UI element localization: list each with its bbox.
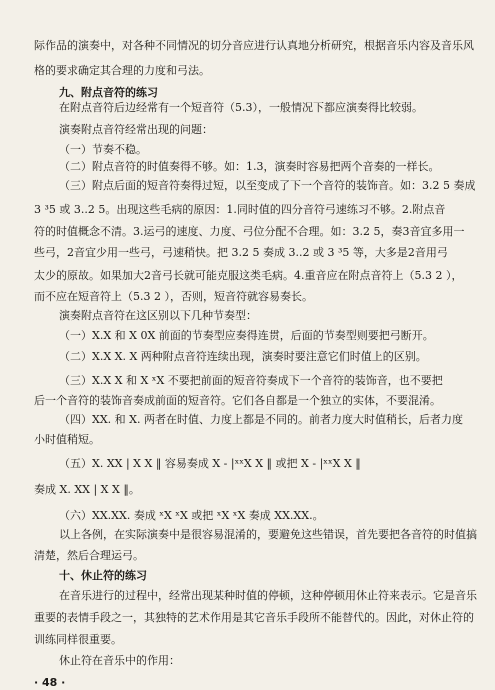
text-line: 训练同样很重要。 [34, 633, 122, 646]
text-line: 演奏附点音符在这区别以下几种节奏型： [59, 309, 257, 322]
text-line: （六）XX.XX. 奏成 ˣX ˣX 或把 ˣX ˣX 奏成 XX.XX.。 [59, 509, 324, 522]
text-line: （五）X. XX | X X ‖ 容易奏成 X - |ˣˣX X ‖ 或把 X - |ˣˣX X ‖ [59, 457, 361, 470]
text-line: 3 ³5 或 3..2 5。出现这些毛病的原因：1.同时值的四分音符弓速练习不够。2.附点音 [34, 203, 446, 216]
text-line: 以上各例，在实际演奏中是很容易混淆的，要避免这些错误，首先要把各音符的时值搞 [59, 528, 477, 541]
text-line: 符的时值概念不清。3.运弓的速度、力度、弓位分配不合理。如：3.2 5，奏3音宜多用一 [34, 225, 465, 238]
text-line: 格的要求确定其合理的力度和弓法。 [34, 64, 210, 77]
text-line: 后一个音符的装饰音奏成前面的短音符。它们各自都是一个独立的实体，不要混淆。 [34, 394, 441, 407]
page-number: · 48 · [34, 676, 66, 689]
section-heading: 十、休止符的练习 [59, 569, 147, 582]
text-line: 些弓，2音宜少用一些弓，弓速稍快。把 3.2 5 奏成 3..2 或 3 ³5 等，大多是2音用弓 [34, 246, 448, 259]
text-line: （一）X.X 和 X 0X 前面的节奏型应奏得连贯，后面的节奏型则要把弓断开。 [59, 329, 434, 342]
text-line: （三）X.X X 和 X ˣX 不要把前面的短音符奏成下一个音符的装饰音，也不要把 [59, 374, 443, 387]
text-line: （二）附点音符的时值奏得不够。如：1.3，演奏时容易把两个音奏的一样长。 [59, 160, 440, 173]
text-line: （二）X.X X. X 两种附点音符连续出现，演奏时要注意它们时值上的区别。 [59, 350, 427, 363]
text-line: 休止符在音乐中的作用： [59, 654, 180, 667]
text-line: （四）XX. 和 X. 两者在时值、力度上都是不同的。前者力度大时值稍长，后者力度 [59, 413, 463, 426]
text-line: 重要的表情手段之一，其独特的艺术作用是其它音乐手段所不能替代的。因此，对休止符的 [34, 611, 474, 624]
text-line: 演奏附点音符经常出现的问题： [59, 123, 213, 136]
text-line: 奏成 X. XX | X X ‖。 [34, 483, 140, 496]
text-line: （三）附点后面的短音符奏得过短，以至变成了下一个音符的装饰音。如：3.2 5 奏成 [59, 179, 476, 192]
text-line: 在附点音符后边经常有一个短音符（5.3），一般情况下都应演奏得比较弱。 [59, 101, 423, 114]
text-line: 小时值稍短。 [34, 433, 100, 446]
text-line: 在音乐进行的过程中，经常出现某种时值的停顿，这种停顿用休止符来表示。它是音乐 [59, 589, 477, 602]
text-line: 而不应在短音符上（5.3 2 ），否则，短音符就容易奏长。 [34, 290, 313, 303]
text-line: （一）节奏不稳。 [59, 143, 147, 156]
text-line: 清楚，然后合理运弓。 [34, 549, 144, 562]
section-heading: 九、附点音符的练习 [59, 86, 158, 99]
text-line: 太少的原故。如果加大2音弓长就可能克服这类毛病。4.重音应在附点音符上（5.3 2 ）， [34, 269, 463, 282]
text-line: 际作品的演奏中，对各种不同情况的切分音应进行认真地分析研究，根据音乐内容及音乐风 [34, 39, 474, 52]
